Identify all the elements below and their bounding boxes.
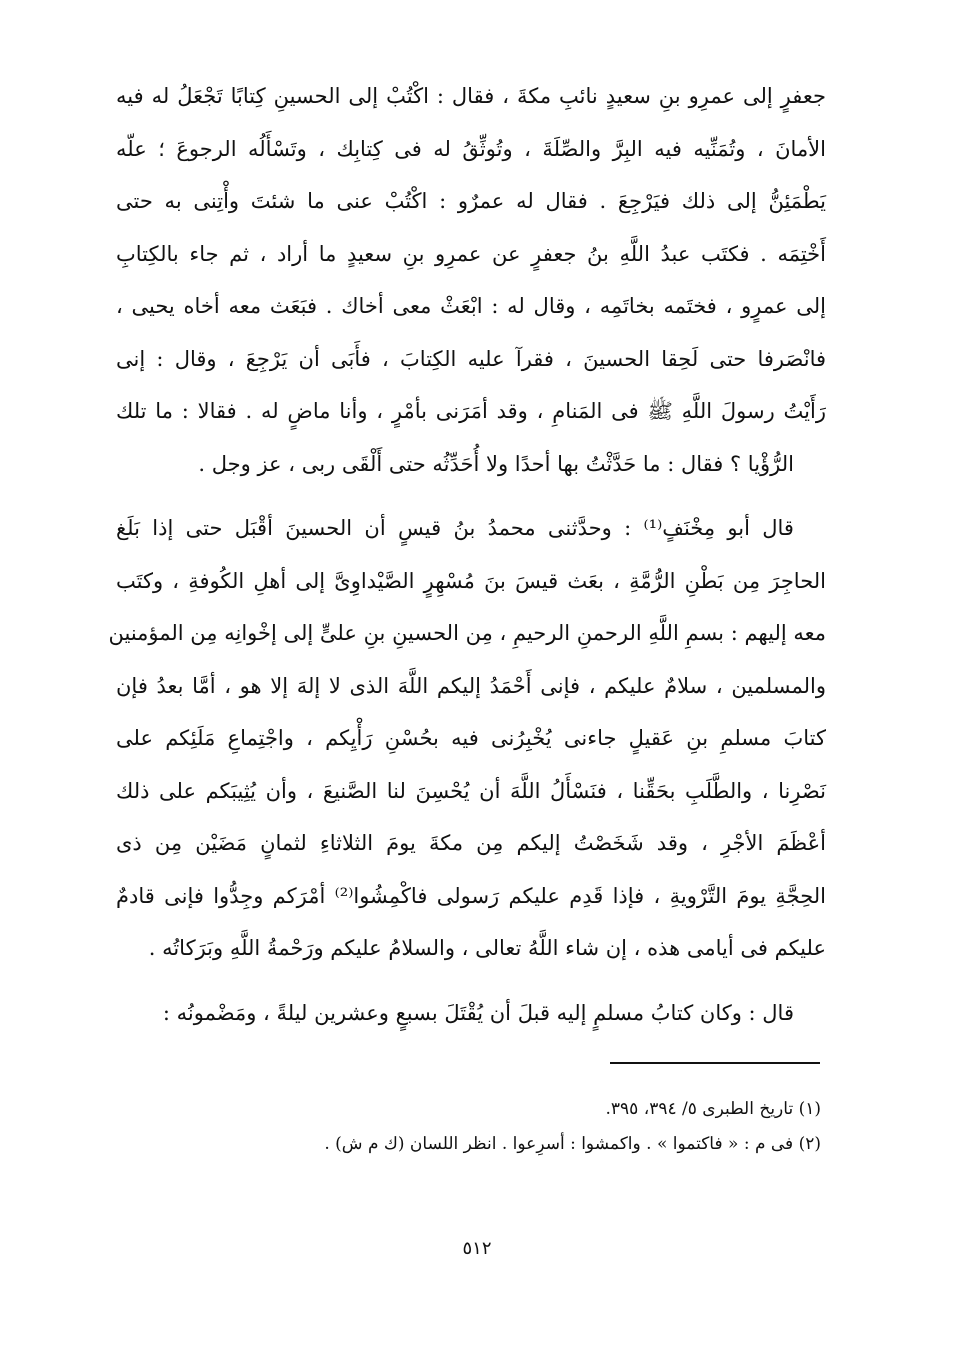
text-line: قال أبو مِخْنَفٍ⁽¹⁾ : وحدَّثنى محمدُ بنُ قيسٍ أن الحسينَ أقْبَل حتى إذا بَلَغ xyxy=(116,516,794,540)
text-line: الحِجَّةِ يومَ التَّرْويةِ ، فإذا قَدِم عليكم رَسولى فاكْمِشُوا⁽²⁾ أمْرَكم وجِدُّوا فإنى قادمٌ xyxy=(116,883,826,908)
paragraph-1 xyxy=(116,70,826,490)
text-line: أعْظَمَ الأجْرِ ، وقد شَخَصْتُ إليكم مِن مكةَ يومَ الثلاثاءِ لثمانٍ مَضَيْن مِن ذى xyxy=(116,831,826,855)
page-number: ٥١٢ xyxy=(462,1238,492,1259)
text-line: يَطْمَئِنُّ إلى ذلك فيَرْجِعَ . فقال له عمرٌو : اكْتُبْ عنى ما شئتَ وأْتِنى به حتى xyxy=(116,189,826,213)
text-line: عليكم فى أيامى هذه ، إن شاء اللَّهُ تعالى ، والسلامُ عليكم ورَحْمةُ اللَّهِ وبَرَكاتُه . xyxy=(148,936,826,960)
text-line: الحاجِرَ مِن بَطْنِ الرُّمَّةِ ، بعَث قيسَ بنَ مُسْهِرٍ الصَّيْداوِىَّ إلى أهلِ الكُوفةِ ، وكتَب xyxy=(116,568,826,593)
paragraph-2 xyxy=(108,502,826,975)
text-line: جعفرٍ إلى عمرِو بنِ سعيدٍ نائبِ مكةَ ، فقال : اكْتُبْ إلى الحسينِ كِتابًا تَجْعَلُ له فيه xyxy=(116,84,826,108)
text-line: قال : وكان كتابُ مسلمٍ إليه قبلَ أن يُقْتَلَ بسبعٍ وعشرين ليلةً ، ومَضْمونُه : xyxy=(162,1000,794,1025)
text-line: أَخْتِمَه . فكتَب عبدُ اللَّهِ بنُ جعفرٍ عن عمرِو بنِ سعيدٍ ما أراد ، ثم جاء بالكِتابِ xyxy=(116,241,826,266)
footnotes xyxy=(121,1092,821,1162)
text-line: الرُّؤْيا ؟ فقال : ما حَدَّثْتُ بها أحدًا ولا أُحَدِّثُه حتى أَلْقَى ربى ، عز وجل . xyxy=(198,451,794,476)
text-line: والمسلمين ، سلامٌ عليكم ، فإنى أَحْمَدُ إليكم اللَّهَ الذى لا إلهَ إلا هو ، أمَّا بعدُ فإن xyxy=(116,673,826,698)
text-line: فانْصَرفا حتى لَحِقا الحسينَ ، فقرآ عليه الكِتابَ ، فأَبَى أن يَرْجِعَ ، وقال : إنى xyxy=(116,346,826,371)
main-text xyxy=(108,70,826,1039)
paragraph-spacer xyxy=(116,490,826,502)
footnote-1: (١) تاريخ الطبرى ٥/ ٣٩٤، ٣٩٥. xyxy=(605,1099,821,1119)
text-line: الأمانَ ، وتُمَنِّيه فيه البِرَّ والصِّلَةَ ، وتُوثِّقُ له فى كِتابِك ، وتَسْأَلُه الرجوعَ ؛ علّه xyxy=(116,136,826,161)
paragraph-spacer xyxy=(116,975,826,987)
text-line: معه إليهم : بسمِ اللَّهِ الرحمنِ الرحيمِ ، مِن الحسينِ بنِ علىٍّ إلى إخْوانِه مِن المؤمنين xyxy=(108,621,826,645)
text-line: كتابَ مسلمِ بنِ عَقيلٍ جاءنى يُخْبِرُنى فيه بحُسْنِ رَأْيِكم ، واجْتِماعِ مَلَئِكم على xyxy=(116,726,826,750)
text-line: نَصْرِنا ، والطَّلَبِ بحَقِّنا ، فنَسْأَلُ اللَّهَ أن يُحْسِنَ لنا الصَّنيعَ ، وأن يُثِيبَكم على ذلك xyxy=(116,778,826,803)
footnote-2: (٢) فى م : « فاكتموا » . واكمشوا : أسرِعوا . انظر اللسان (ك م ش) . xyxy=(324,1134,821,1154)
text-line: إلى عمرٍو ، فختَمه بخاتَمِه ، وقال له : ابْعَثْ معى أخاك . فبَعَث معه أخاه يحيى ، xyxy=(116,294,826,318)
text-line: رَأَيْتُ رسولَ اللَّهِ ﷺ فى المَنامِ ، وقد أمَرَنى بأمْرٍ ، وأنا ماضٍ له . فقالا : ما تلك xyxy=(116,399,826,423)
paragraph-3 xyxy=(116,987,826,1040)
footnote-separator xyxy=(610,1062,820,1064)
